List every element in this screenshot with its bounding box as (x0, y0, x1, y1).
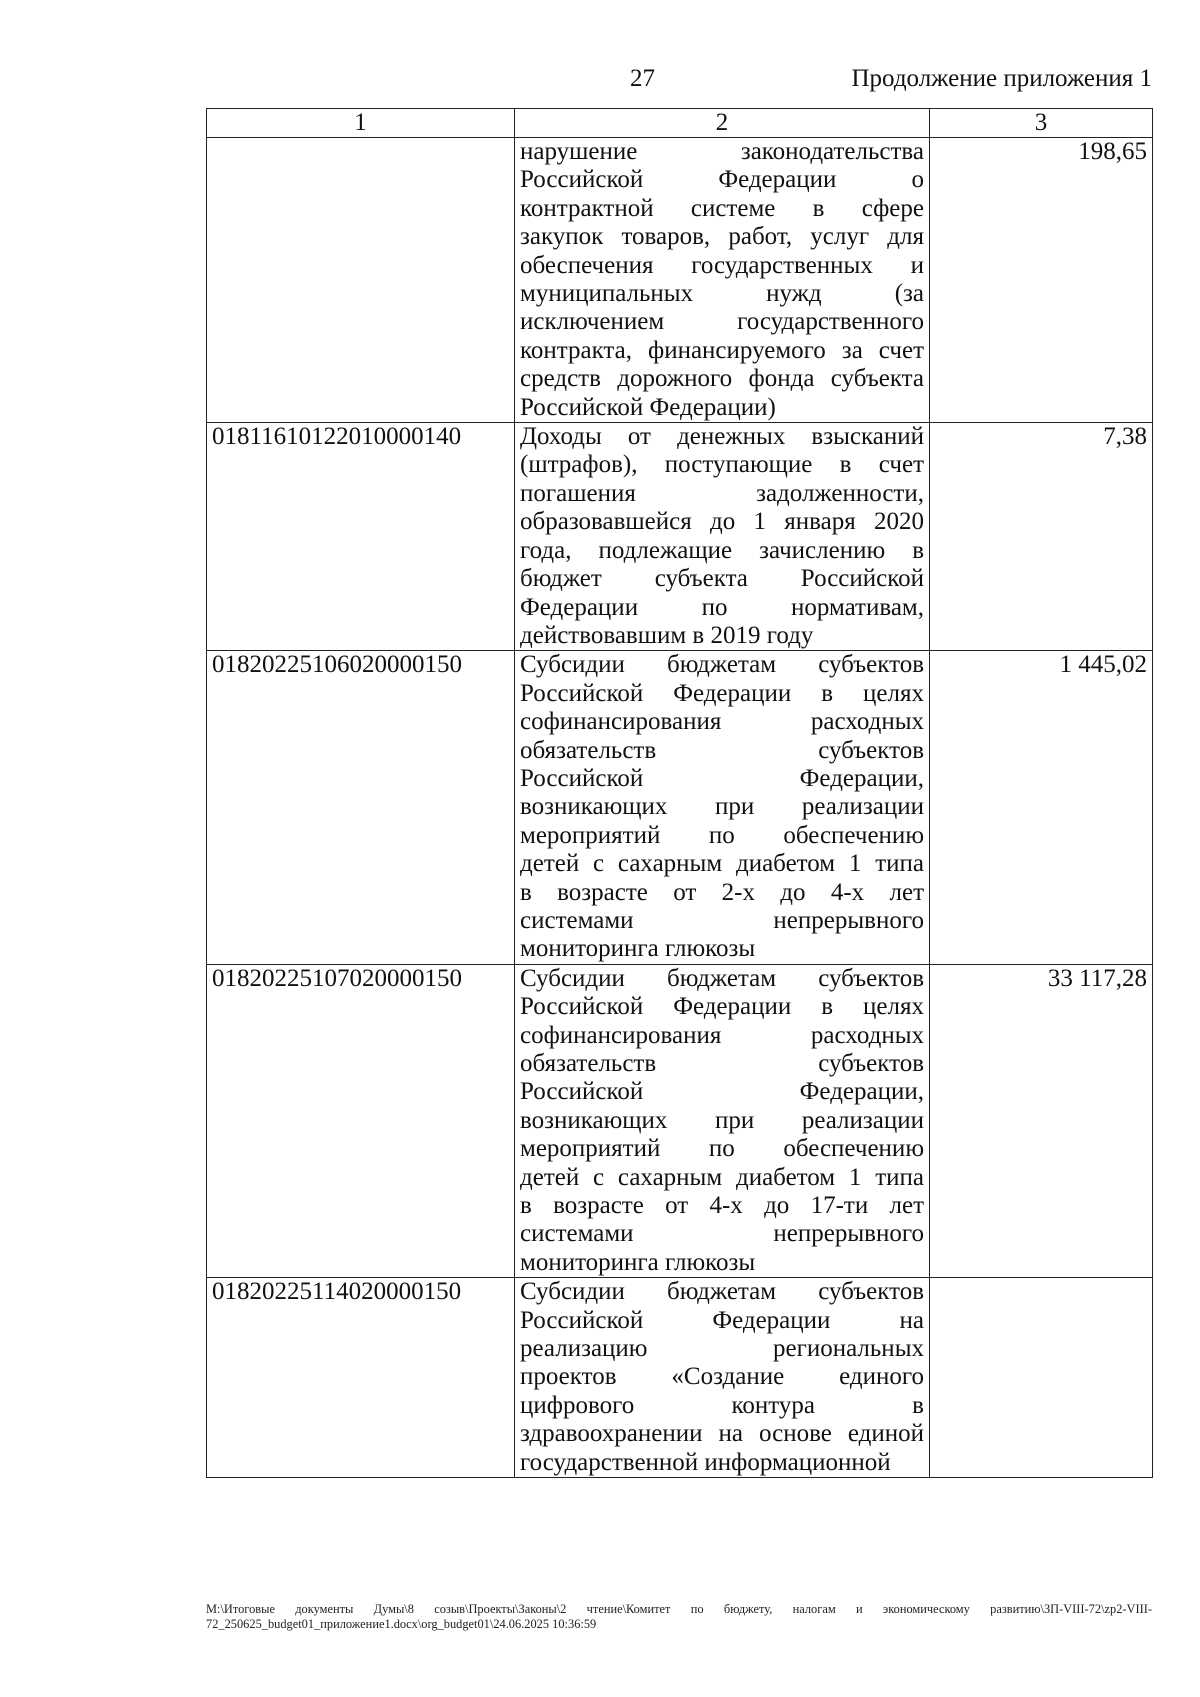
description-line: Субсидии бюджетам субъектов (520, 651, 924, 679)
description-line: мероприятий по обеспечению (520, 821, 924, 849)
description-line: цифрового контура в (520, 1391, 924, 1419)
column-header-2: 2 (515, 109, 930, 138)
description-line: софинансирования расходных (520, 1021, 924, 1049)
description-line: возникающих при реализации (520, 793, 924, 821)
amount-cell: 198,65 (930, 138, 1153, 423)
description-line: детей с сахарным диабетом 1 типа (520, 850, 924, 878)
budget-code-cell: 01820225107020000150 (207, 964, 515, 1277)
description-cell (515, 651, 930, 964)
table-row (207, 423, 1153, 651)
description-line: муниципальных нужд (за (520, 280, 924, 308)
continuation-label: Продолжение приложения 1 (851, 65, 1152, 92)
description-line: Российской Федерации в целях (520, 679, 924, 707)
description-cell (515, 964, 930, 1277)
description-line: обязательств субъектов (520, 736, 924, 764)
table-body (207, 138, 1153, 1478)
description-line: года, подлежащие зачислению в (520, 536, 924, 564)
description-line: контрактной системе в сфере (520, 194, 924, 222)
description-line: действовавшим в 2019 году (520, 621, 814, 649)
table-row (207, 1278, 1153, 1478)
column-header-3: 3 (930, 109, 1153, 138)
budget-code-cell: 01820225106020000150 (207, 651, 515, 964)
table-row (207, 138, 1153, 423)
description-line: Субсидии бюджетам субъектов (520, 964, 924, 992)
budget-table (206, 108, 1153, 1478)
description-line: здравоохранении на основе единой (520, 1420, 924, 1448)
amount-cell (930, 1278, 1153, 1478)
description-line: Российской Федерации в целях (520, 993, 924, 1021)
page-number: 27 (630, 65, 655, 92)
description-cell (515, 138, 930, 423)
description-line: мониторинга глюкозы (520, 935, 756, 963)
description-line: государственной информационной (520, 1448, 891, 1476)
description-line: Российской Федерации на (520, 1306, 924, 1334)
description-line: Российской Федерации, (520, 764, 924, 792)
description-line: мероприятий по обеспечению (520, 1135, 924, 1163)
description-line: Доходы от денежных взысканий (520, 423, 924, 451)
description-line: системами непрерывного (520, 906, 924, 934)
amount-cell: 1 445,02 (930, 651, 1153, 964)
description-line: погашения задолженности, (520, 479, 924, 507)
table-row (207, 651, 1153, 964)
description-line: средств дорожного фонда субъекта (520, 365, 924, 393)
budget-code-cell: 01811610122010000140 (207, 423, 515, 651)
description-line: в возрасте от 4-х до 17-ти лет (520, 1192, 924, 1220)
description-line: возникающих при реализации (520, 1106, 924, 1134)
description-cell (515, 423, 930, 651)
description-line: Федерации по нормативам, (520, 593, 924, 621)
description-line: исключением государственного (520, 308, 924, 336)
description-line: софинансирования расходных (520, 708, 924, 736)
description-line: в возрасте от 2-х до 4-х лет (520, 878, 924, 906)
description-line: контракта, финансируемого за счет (520, 336, 924, 364)
document-path-footer: M:\Итоговые документы Думы\8 созыв\Проекты\Законы\2 чтение\Комитет по бюджету, налогам и экономическому развитию\ЗП-VIII-72\zp2-VIII-72_250625_budget01_приложение1.docx\org_budget01\24.06.2025 10:36:59 (206, 1602, 1152, 1631)
description-line: (штрафов), поступающие в счет (520, 451, 924, 479)
budget-code-cell: 01820225114020000150 (207, 1278, 515, 1478)
description-line: закупок товаров, работ, услуг для (520, 223, 924, 251)
description-line: бюджет субъекта Российской (520, 565, 924, 593)
description-line: мониторинга глюкозы (520, 1248, 756, 1276)
description-line: нарушение законодательства (520, 138, 924, 165)
description-line: обязательств субъектов (520, 1050, 924, 1077)
description-line: Субсидии бюджетам субъектов (520, 1278, 924, 1306)
description-line: Российской Федерации) (520, 393, 776, 421)
description-line: проектов «Создание единого (520, 1363, 924, 1391)
description-line: образовавшейся до 1 января 2020 (520, 508, 924, 536)
table-header-row (207, 109, 1153, 138)
description-line: обеспечения государственных и (520, 251, 924, 279)
description-line: системами непрерывного (520, 1220, 924, 1248)
description-line: реализацию региональных (520, 1335, 924, 1363)
description-line: Российской Федерации о (520, 166, 924, 194)
description-cell (515, 1278, 930, 1478)
amount-cell: 7,38 (930, 423, 1153, 651)
amount-cell: 33 117,28 (930, 964, 1153, 1277)
budget-code-cell (207, 138, 515, 423)
description-line: Российской Федерации, (520, 1078, 924, 1106)
column-header-1: 1 (207, 109, 515, 138)
description-line: детей с сахарным диабетом 1 типа (520, 1163, 924, 1191)
table-row (207, 964, 1153, 1277)
